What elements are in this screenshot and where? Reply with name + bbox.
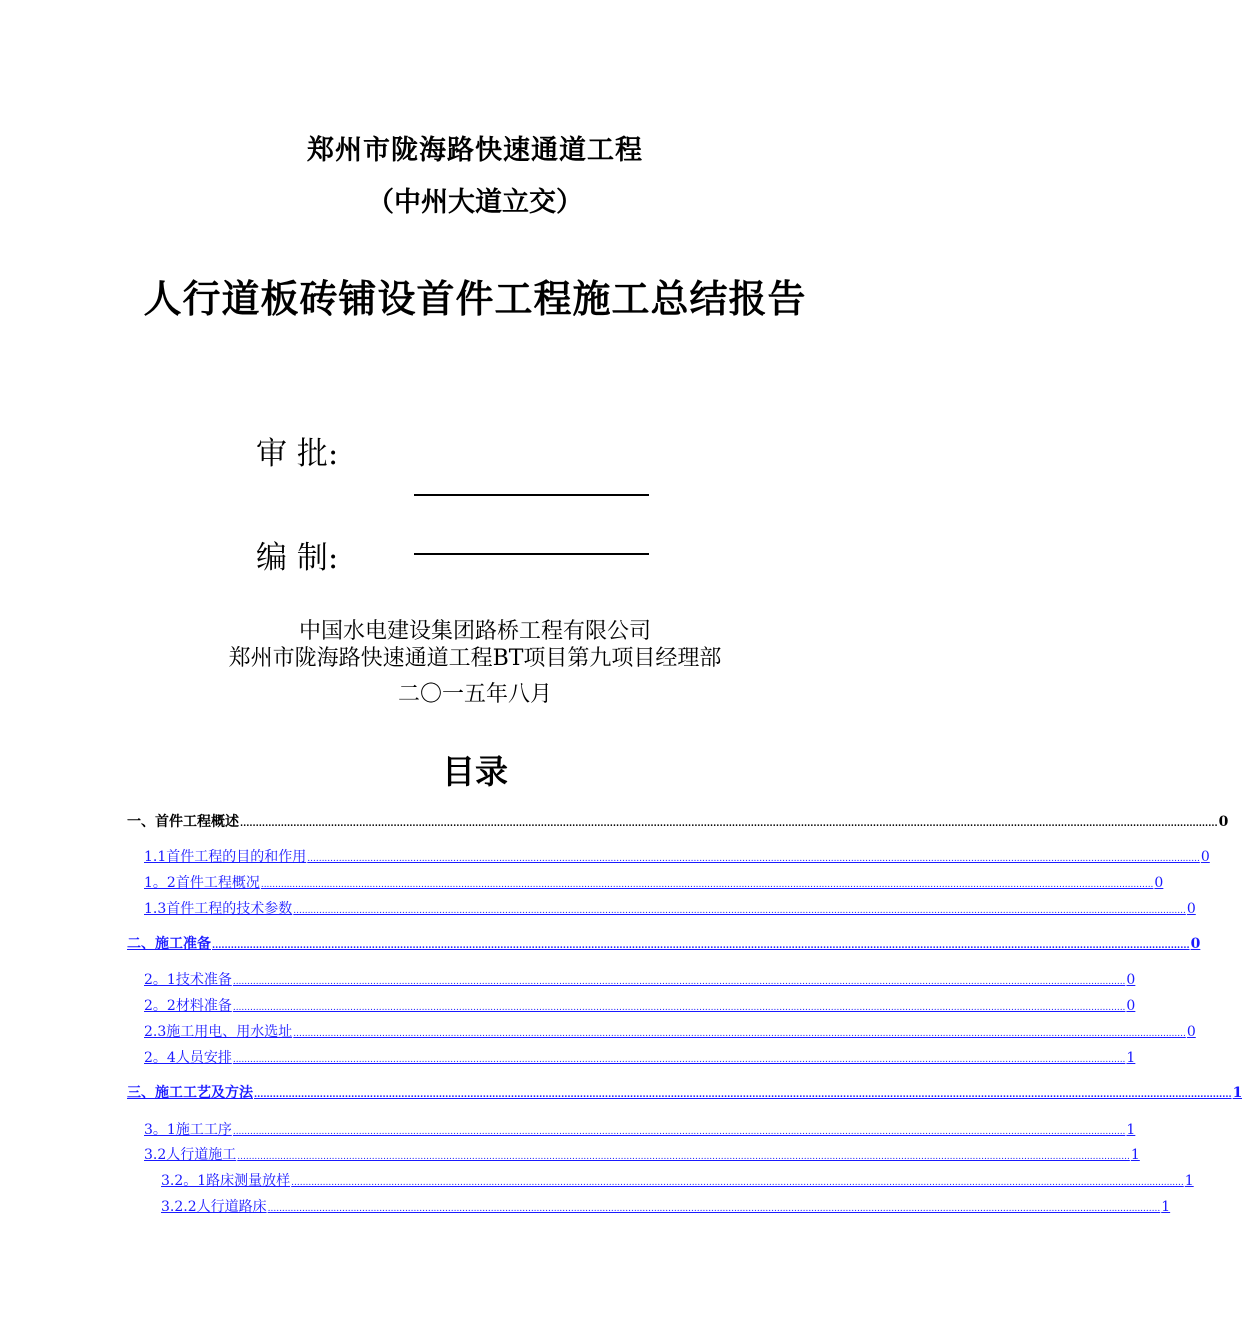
company-name: 中国水电建设集团路桥工程有限公司: [298, 619, 651, 644]
toc-entry[interactable]: [161, 1196, 1171, 1216]
toc-entry-label: 3.2人行道施工: [144, 1147, 237, 1163]
toc-entry-page: 1: [1126, 1122, 1136, 1138]
toc-entry-page: 0: [1154, 875, 1164, 891]
toc-entry-page: 1: [1232, 1085, 1242, 1101]
toc-leader: ........................................................................................................................................................................................................................................................................................................................: [232, 1003, 1126, 1013]
approve-signature-line: [414, 494, 649, 496]
toc-entry-page: 0: [1186, 1024, 1196, 1040]
toc-entry[interactable]: [127, 1082, 1242, 1102]
toc-entry-label: 3。1施工工序: [144, 1122, 232, 1138]
toc-entry[interactable]: [144, 872, 1164, 892]
toc-entry-page: 0: [1218, 814, 1229, 830]
toc-entry[interactable]: [144, 1144, 1140, 1164]
toc-heading: 目录: [442, 752, 508, 791]
toc-entry-label: 2。4人员安排: [144, 1050, 232, 1066]
toc-entry-label: 1.1首件工程的目的和作用: [144, 849, 307, 865]
toc-entry[interactable]: [127, 933, 1201, 953]
toc-entry-page: 1: [1161, 1199, 1171, 1215]
toc-entry[interactable]: [144, 1119, 1136, 1139]
toc-entry-page: 1: [1126, 1050, 1136, 1066]
toc-leader: ........................................................................................................................................................................................................................................................................................................................: [254, 1090, 1232, 1100]
toc-leader: ........................................................................................................................................................................................................................................................................................................................: [293, 1029, 1186, 1039]
toc-leader: ........................................................................................................................................................................................................................................................................................................................: [291, 1178, 1184, 1188]
toc-entry-label: 二、施工准备: [127, 936, 211, 952]
toc-leader: ........................................................................................................................................................................................................................................................................................................................: [267, 1204, 1161, 1214]
toc-entry-label: 2。2材料准备: [144, 998, 232, 1014]
toc-entry-label: 三、施工工艺及方法: [127, 1085, 253, 1101]
toc-entry-page: 1: [1184, 1173, 1194, 1189]
prepare-label: 编 制:: [256, 540, 339, 576]
toc-entry[interactable]: [144, 846, 1210, 866]
approve-label: 审 批:: [256, 436, 339, 472]
toc-entry-page: 0: [1200, 849, 1210, 865]
toc-leader: ........................................................................................................................................................................................................................................................................................................................: [232, 977, 1126, 987]
prepare-signature-line: [414, 553, 649, 555]
toc-entry-page: 0: [1186, 901, 1196, 917]
toc-leader: ........................................................................................................................................................................................................................................................................................................................: [232, 1127, 1126, 1137]
toc-entry-page: 0: [1126, 972, 1136, 988]
project-department: 郑州市陇海路快速通道工程BT项目第九项目经理部: [228, 646, 722, 671]
toc-entry[interactable]: [144, 898, 1196, 918]
toc-leader: ........................................................................................................................................................................................................................................................................................................................: [240, 819, 1218, 829]
report-title: 人行道板砖铺设首件工程施工总结报告: [143, 276, 807, 321]
toc-leader: ........................................................................................................................................................................................................................................................................................................................: [212, 941, 1190, 951]
toc-leader: ........................................................................................................................................................................................................................................................................................................................: [237, 1152, 1130, 1162]
toc-entry-page: 0: [1126, 998, 1136, 1014]
toc-entry-label: 1。2首件工程概况: [144, 875, 260, 891]
toc-leader: ........................................................................................................................................................................................................................................................................................................................: [232, 1055, 1126, 1065]
toc-entry-label: 3.2。1路床测量放样: [161, 1173, 291, 1189]
toc-entry-page: 0: [1190, 936, 1201, 952]
toc-entry[interactable]: [161, 1170, 1194, 1190]
toc-entry-label: 2.3施工用电、用水选址: [144, 1024, 293, 1040]
toc-entry-label: 2。1技术准备: [144, 972, 232, 988]
toc-entry[interactable]: [127, 811, 1229, 831]
toc-entry-label: 1.3首件工程的技术参数: [144, 901, 293, 917]
toc-entry[interactable]: [144, 969, 1136, 989]
toc-leader: ........................................................................................................................................................................................................................................................................................................................: [260, 880, 1154, 890]
toc-leader: ........................................................................................................................................................................................................................................................................................................................: [293, 906, 1186, 916]
toc-entry[interactable]: [144, 1047, 1136, 1067]
toc-entry[interactable]: [144, 1021, 1196, 1041]
project-subtitle: （中州大道立交）: [367, 187, 583, 218]
toc-entry-label: 一、首件工程概述: [127, 814, 239, 830]
toc-entry-label: 3.2.2人行道路床: [161, 1199, 267, 1215]
toc-leader: ........................................................................................................................................................................................................................................................................................................................: [307, 854, 1200, 864]
toc-entry-page: 1: [1130, 1147, 1140, 1163]
toc-entry[interactable]: [144, 995, 1136, 1015]
report-date: 二〇一五年八月: [397, 682, 552, 707]
project-title: 郑州市陇海路快速通道工程: [307, 135, 643, 166]
